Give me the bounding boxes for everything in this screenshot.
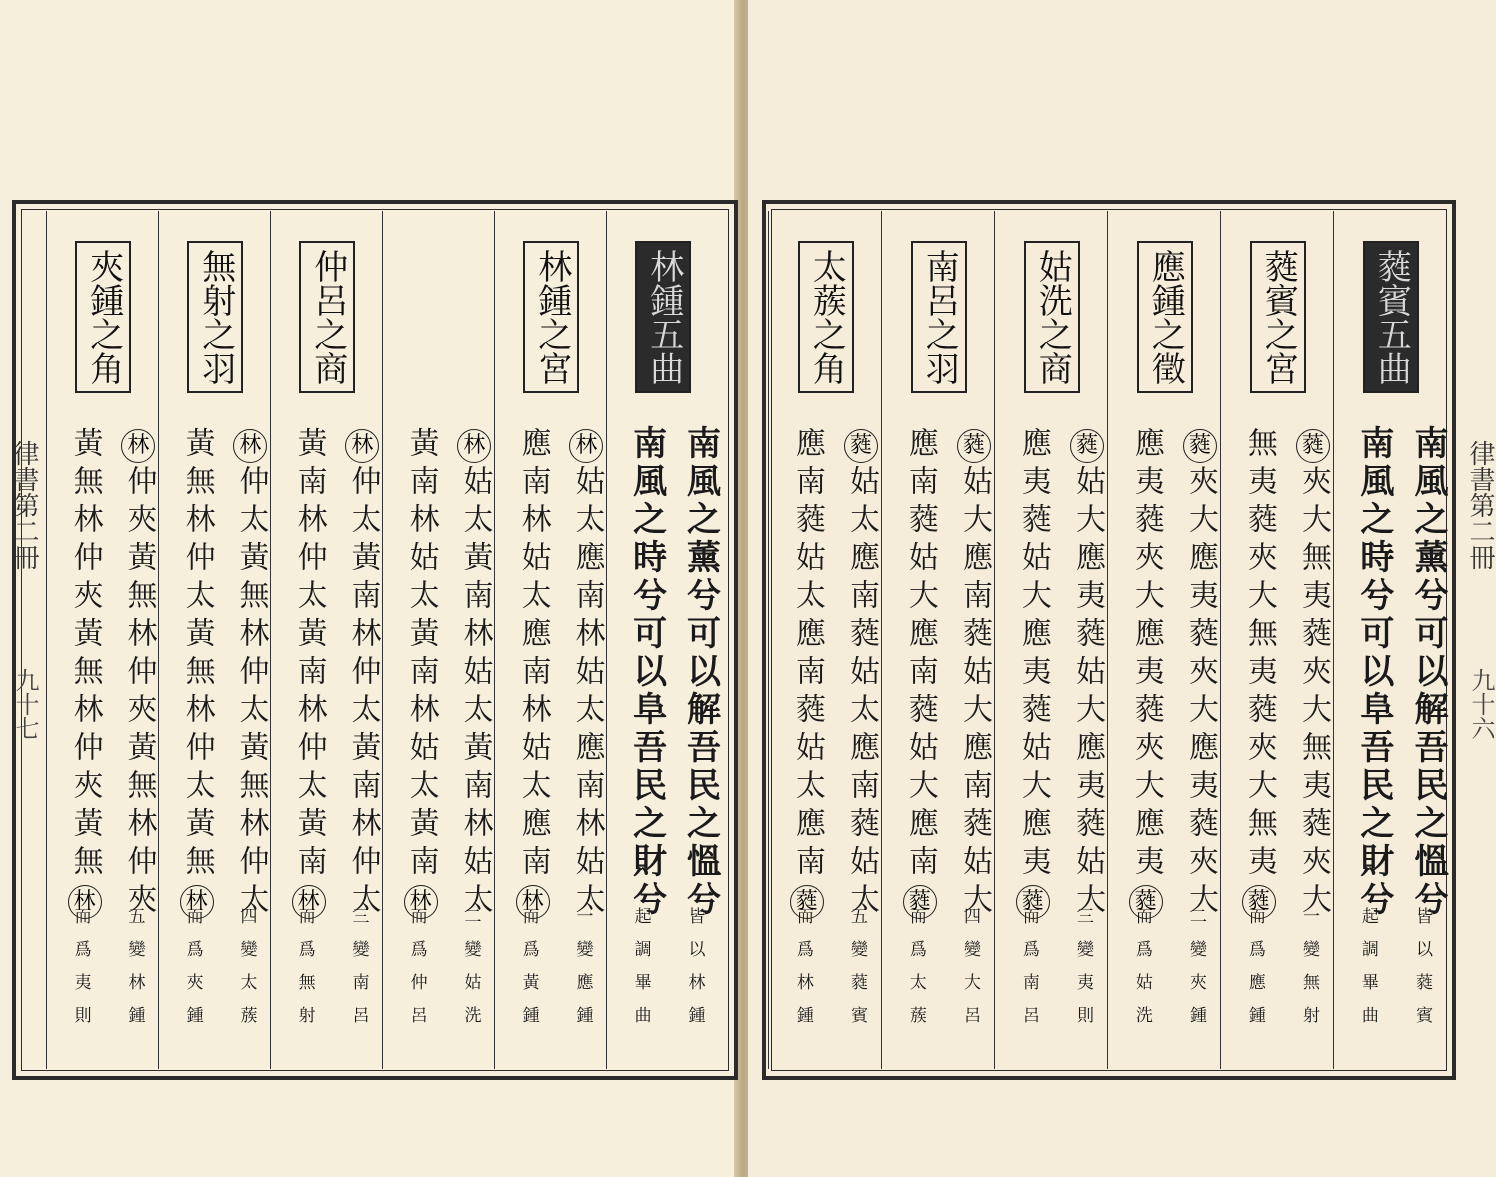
annotation-note: 起調畢曲: [630, 907, 651, 1039]
pitch-sequence: [952, 427, 996, 921]
pitch-sequence: [63, 427, 107, 921]
column-strip: [270, 211, 382, 1069]
section-title: 夾鍾之角: [75, 241, 131, 393]
column-strip: [1220, 211, 1333, 1069]
pitch-notes: 仲太黃無林仲太黃無林仲太: [233, 465, 269, 921]
pitch-notes: 應夷蕤夾大應夷蕤夾大應夷: [1128, 427, 1164, 883]
pitch-notes: 姑大應夷蕤姑大應夷蕤姑大: [1070, 465, 1106, 921]
section-title: 太蔟之角: [798, 241, 854, 393]
annotation-note: 起調畢曲: [1357, 907, 1378, 1039]
annotation-note: 三變南呂: [348, 907, 369, 1039]
right-page-number: 九十六: [1467, 668, 1495, 740]
column-strip: [881, 211, 994, 1069]
annotation-note: 皆以蕤賓: [1412, 907, 1433, 1039]
pitch-sequence: [228, 427, 272, 921]
pitch-notes: 應南蕤姑太應南蕤姑太應南: [789, 427, 825, 883]
pitch-sequence: [1065, 427, 1109, 921]
pitch-sequence: [898, 427, 942, 921]
annotation-note: 皆以林鍾: [684, 907, 705, 1039]
annotation-note: 而爲姑洗: [1131, 907, 1152, 1039]
section-title: 蕤賓之宮: [1250, 241, 1306, 393]
section-title: 南呂之羽: [911, 241, 967, 393]
pitch-notes: 黃南林仲太黃南林仲太黃南: [291, 427, 327, 883]
section-title: 仲呂之商: [299, 241, 355, 393]
section-title: 無射之羽: [187, 241, 243, 393]
pitch-notes: 夾大無夷蕤夾大無夷蕤夾大: [1296, 465, 1332, 921]
circled-pitch: 蕤: [1070, 429, 1104, 463]
section-title: 林鍾之宮: [523, 241, 579, 393]
pitch-sequence: [116, 427, 160, 921]
circled-pitch: 林: [180, 885, 214, 919]
pitch-notes: 應南蕤姑大應南蕤姑大應南: [902, 427, 938, 883]
lyric-line: 南風之時兮可以阜吾民之財兮: [626, 425, 667, 919]
right-margin-title: 律書第二冊: [1465, 440, 1495, 570]
left-page-number: 九十七: [11, 668, 39, 740]
pitch-notes: 仲太黃南林仲太黃南林仲太: [345, 465, 381, 921]
pitch-notes: 仲夾黃無林仲夾黃無林仲夾: [121, 465, 157, 921]
annotation-note: 而爲夷則: [70, 907, 91, 1039]
annotation-note: 而爲應鍾: [1244, 907, 1265, 1039]
pitch-sequence: [1237, 427, 1281, 921]
circled-pitch: 蕤: [903, 885, 937, 919]
lyric-line: 南風之時兮可以阜吾民之財兮: [1353, 425, 1394, 919]
section-title: 林鍾五曲: [635, 241, 691, 393]
circled-pitch: 林: [121, 429, 155, 463]
pitch-sequence: [175, 427, 219, 921]
circled-pitch: 林: [233, 429, 267, 463]
column-strip: [158, 211, 270, 1069]
section-title: 蕤賓五曲: [1363, 241, 1419, 393]
section-title: 應鍾之徵: [1137, 241, 1193, 393]
circled-pitch: 林: [457, 429, 491, 463]
pitch-notes: 姑太應南林姑太應南林姑太: [569, 465, 605, 921]
circled-pitch: 林: [569, 429, 603, 463]
pitch-sequence: [1124, 427, 1168, 921]
column-strip: [46, 211, 158, 1069]
pitch-notes: 應夷蕤姑大應夷蕤姑大應夷: [1015, 427, 1051, 883]
column-strip: [382, 211, 494, 1069]
circled-pitch: 蕤: [790, 885, 824, 919]
annotation-note: 而爲林鍾: [792, 907, 813, 1039]
annotation-note: 而爲太蔟: [905, 907, 926, 1039]
pitch-sequence: [452, 427, 496, 921]
annotation-note: 四變太蔟: [236, 907, 257, 1039]
pitch-sequence: [564, 427, 608, 921]
column-strip: [494, 211, 606, 1069]
annotation-note: 五變蕤賓: [847, 907, 868, 1039]
circled-pitch: 蕤: [1129, 885, 1163, 919]
left-margin-title: 律書第二冊: [9, 440, 39, 570]
pitch-sequence: [785, 427, 829, 921]
circled-pitch: 蕤: [1242, 885, 1276, 919]
lyric-line: 南風之薰兮可以解吾民之慍兮: [1408, 425, 1449, 919]
pitch-notes: 黃無林仲夾黃無林仲夾黃無: [67, 427, 103, 883]
circled-pitch: 蕤: [844, 429, 878, 463]
annotation-note: 而爲仲呂: [406, 907, 427, 1039]
annotation-note: 而爲黃鍾: [518, 907, 539, 1039]
pitch-notes: 姑太應南蕤姑太應南蕤姑太: [844, 465, 880, 921]
circled-pitch: 蕤: [1183, 429, 1217, 463]
annotation-note: 二變夾鍾: [1186, 907, 1207, 1039]
annotation-note: 二變姑洗: [460, 907, 481, 1039]
section-title: 姑洗之商: [1024, 241, 1080, 393]
pitch-sequence: [1291, 427, 1335, 921]
lyric-line: 南風之薰兮可以解吾民之慍兮: [680, 425, 721, 919]
pitch-sequence: [340, 427, 384, 921]
pitch-notes: 無夷蕤夾大無夷蕤夾大無夷: [1241, 427, 1277, 883]
circled-pitch: 林: [292, 885, 326, 919]
column-strip: [1107, 211, 1220, 1069]
column-strip: [1333, 211, 1449, 1069]
pitch-notes: 姑太黃南林姑太黃南林姑太: [457, 465, 493, 921]
circled-pitch: 林: [516, 885, 550, 919]
pitch-notes: 黃南林姑太黃南林姑太黃南: [403, 427, 439, 883]
pitch-sequence: [839, 427, 883, 921]
pitch-notes: 夾大應夷蕤夾大應夷蕤夾大: [1183, 465, 1219, 921]
column-strip: [768, 211, 881, 1069]
circled-pitch: 蕤: [1016, 885, 1050, 919]
annotation-note: 而爲無射: [294, 907, 315, 1039]
pitch-sequence: [399, 427, 443, 921]
circled-pitch: 蕤: [1296, 429, 1330, 463]
column-strip: [994, 211, 1107, 1069]
annotation-note: 五變林鍾: [124, 907, 145, 1039]
annotation-note: 三變夷則: [1073, 907, 1094, 1039]
pitch-notes: 黃無林仲太黃無林仲太黃無: [179, 427, 215, 883]
annotation-note: 而爲夾鍾: [182, 907, 203, 1039]
circled-pitch: 林: [404, 885, 438, 919]
pitch-sequence: [511, 427, 555, 921]
pitch-notes: 應南林姑太應南林姑太應南: [515, 427, 551, 883]
circled-pitch: 蕤: [957, 429, 991, 463]
circled-pitch: 林: [68, 885, 102, 919]
annotation-note: 一變應鍾: [572, 907, 593, 1039]
pitch-sequence: [287, 427, 331, 921]
annotation-note: 一變無射: [1299, 907, 1320, 1039]
column-strip: [606, 211, 721, 1069]
annotation-note: 而爲南呂: [1018, 907, 1039, 1039]
pitch-notes: 姑大應南蕤姑大應南蕤姑大: [957, 465, 993, 921]
circled-pitch: 林: [345, 429, 379, 463]
pitch-sequence: [1011, 427, 1055, 921]
annotation-note: 四變大呂: [960, 907, 981, 1039]
pitch-sequence: [1178, 427, 1222, 921]
